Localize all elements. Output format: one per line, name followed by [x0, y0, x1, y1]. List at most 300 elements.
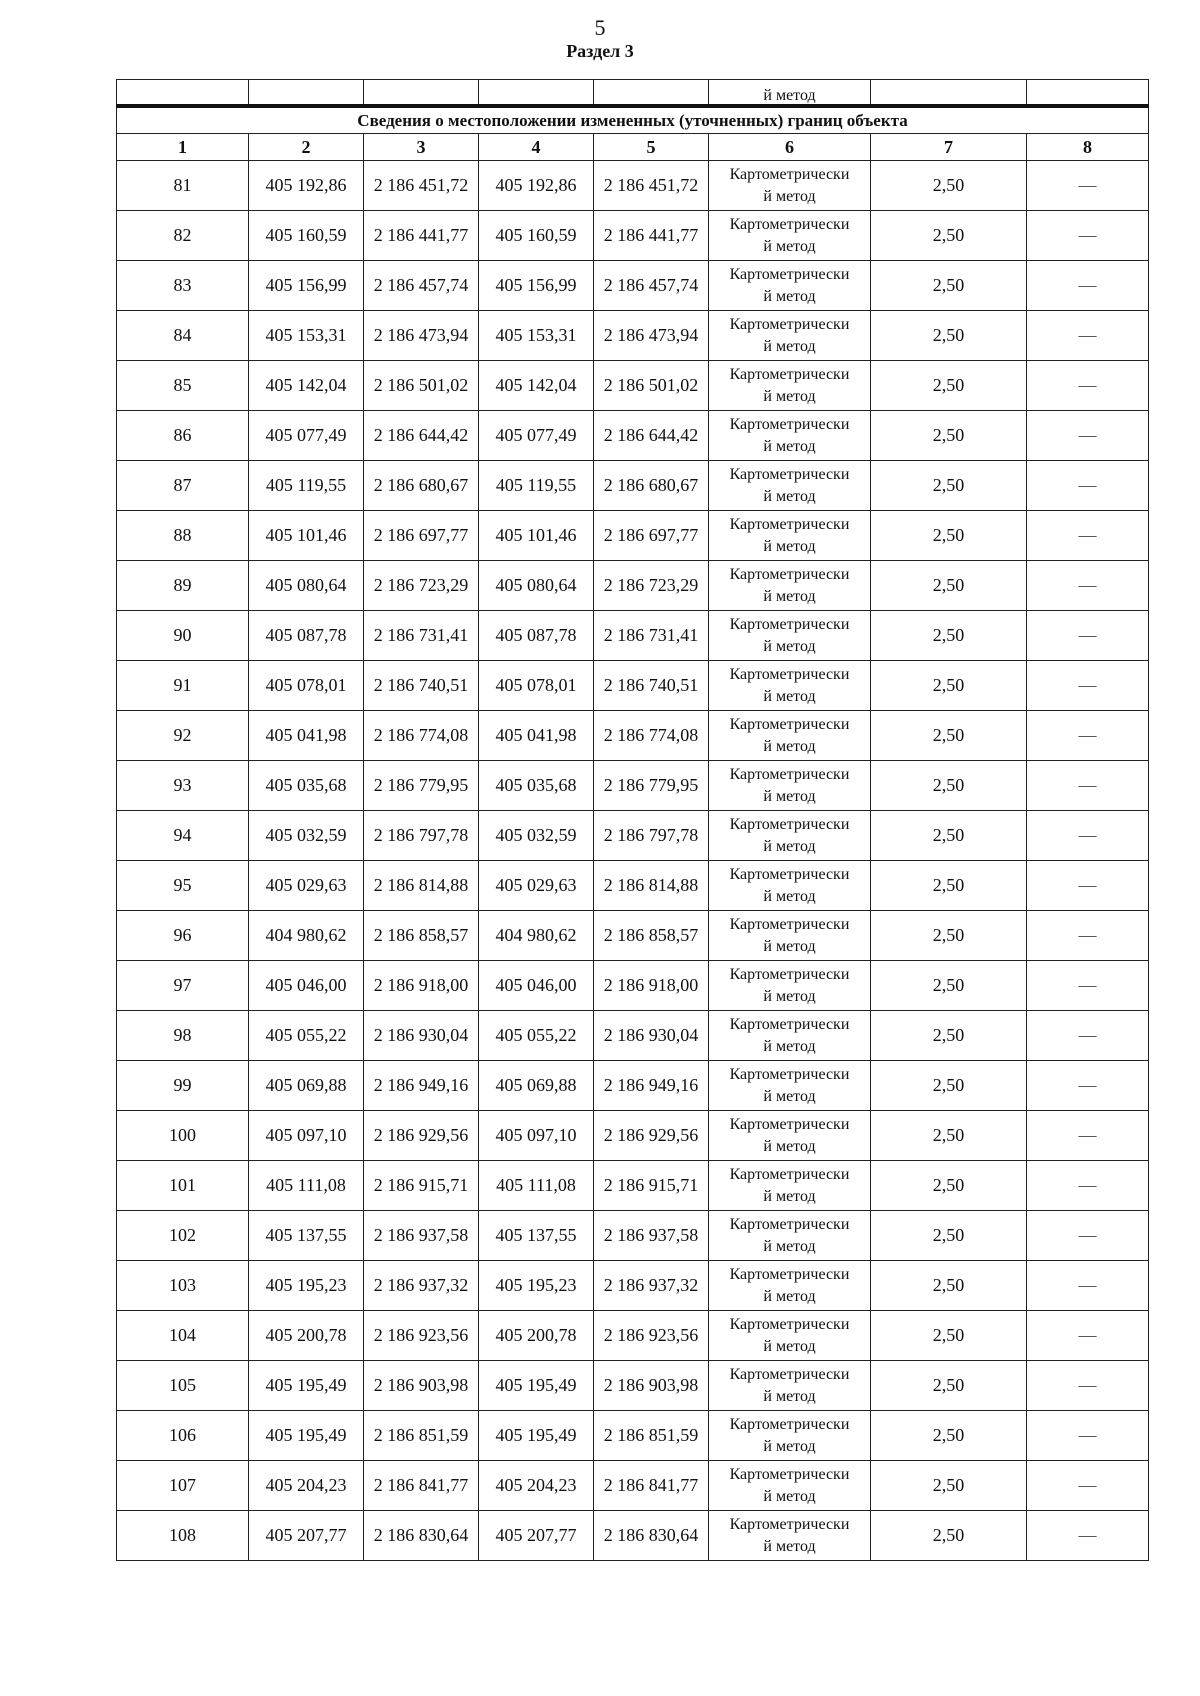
table-row	[117, 1511, 1149, 1561]
method-cell	[709, 411, 871, 461]
method-text: Картометрически	[729, 315, 850, 333]
method-text: Картометрически	[729, 765, 850, 783]
method-text: й метод	[763, 937, 816, 955]
x-new-cell: 405 080,64	[479, 561, 594, 611]
method-cell	[709, 161, 871, 211]
y-old-cell: 2 186 441,77	[364, 211, 479, 261]
x-old-cell: 405 041,98	[249, 711, 364, 761]
x-new-cell: 405 195,49	[479, 1361, 594, 1411]
x-old-cell: 405 078,01	[249, 661, 364, 711]
method-text: й метод	[763, 1537, 816, 1555]
point-number-cell: 101	[117, 1161, 249, 1211]
table-row	[117, 861, 1149, 911]
x-old-cell: 405 069,88	[249, 1061, 364, 1111]
point-number-cell: 104	[117, 1311, 249, 1361]
method-text: Картометрически	[729, 1115, 850, 1133]
accuracy-cell: 2,50	[871, 1011, 1027, 1061]
x-old-cell: 405 087,78	[249, 611, 364, 661]
method-cell	[709, 461, 871, 511]
method-text: Картометрически	[729, 365, 850, 383]
method-text: й метод	[763, 737, 816, 755]
method-text: й метод	[763, 387, 816, 405]
x-new-cell: 405 195,49	[479, 1411, 594, 1461]
method-cell	[709, 711, 871, 761]
point-number-cell: 108	[117, 1511, 249, 1561]
x-old-cell: 404 980,62	[249, 911, 364, 961]
method-text: й метод	[763, 187, 816, 205]
point-number-cell: 90	[117, 611, 249, 661]
y-old-cell: 2 186 731,41	[364, 611, 479, 661]
y-new-cell: 2 186 841,77	[594, 1461, 709, 1511]
accuracy-cell: 2,50	[871, 361, 1027, 411]
note-cell: —	[1027, 1061, 1149, 1111]
accuracy-cell: 2,50	[871, 411, 1027, 461]
column-number: 3	[364, 134, 479, 161]
y-old-cell: 2 186 740,51	[364, 661, 479, 711]
section-title: Раздел 3	[566, 41, 634, 61]
accuracy-cell: 2,50	[871, 1211, 1027, 1261]
x-old-cell: 405 142,04	[249, 361, 364, 411]
note-cell: —	[1027, 1311, 1149, 1361]
table-title: Сведения о местоположении измененных (уточненных) границ объекта	[117, 106, 1149, 134]
point-number-cell: 98	[117, 1011, 249, 1061]
y-new-cell: 2 186 723,29	[594, 561, 709, 611]
method-text: й метод	[763, 487, 816, 505]
column-number-row	[117, 134, 1149, 161]
accuracy-cell: 2,50	[871, 811, 1027, 861]
table-row	[117, 711, 1149, 761]
accuracy-cell: 2,50	[871, 1161, 1027, 1211]
x-new-cell: 405 041,98	[479, 711, 594, 761]
method-cell	[709, 1361, 871, 1411]
accuracy-cell: 2,50	[871, 1511, 1027, 1561]
method-text: Картометрически	[729, 515, 850, 533]
point-number-cell: 107	[117, 1461, 249, 1511]
table-row	[117, 1311, 1149, 1361]
method-text: й метод	[763, 337, 816, 355]
note-cell: —	[1027, 561, 1149, 611]
point-number-cell: 83	[117, 261, 249, 311]
method-cell	[709, 811, 871, 861]
point-number-cell: 81	[117, 161, 249, 211]
accuracy-cell: 2,50	[871, 1261, 1027, 1311]
accuracy-cell: 2,50	[871, 861, 1027, 911]
x-new-cell: 405 077,49	[479, 411, 594, 461]
table-row	[117, 811, 1149, 861]
method-text: й метод	[763, 1137, 816, 1155]
y-old-cell: 2 186 841,77	[364, 1461, 479, 1511]
accuracy-cell: 2,50	[871, 961, 1027, 1011]
table-row	[117, 361, 1149, 411]
point-number-cell: 96	[117, 911, 249, 961]
accuracy-cell: 2,50	[871, 1061, 1027, 1111]
table-title-row	[117, 106, 1149, 134]
x-new-cell: 405 153,31	[479, 311, 594, 361]
accuracy-cell: 2,50	[871, 711, 1027, 761]
method-text: й метод	[763, 637, 816, 655]
method-text: й метод	[763, 987, 816, 1005]
x-old-cell: 405 119,55	[249, 461, 364, 511]
point-number-cell: 102	[117, 1211, 249, 1261]
table-row	[117, 511, 1149, 561]
y-old-cell: 2 186 501,02	[364, 361, 479, 411]
accuracy-cell: 2,50	[871, 911, 1027, 961]
table-row	[117, 1161, 1149, 1211]
method-text: й метод	[763, 837, 816, 855]
method-text: Картометрически	[729, 965, 850, 983]
y-new-cell: 2 186 441,77	[594, 211, 709, 261]
x-new-cell: 405 200,78	[479, 1311, 594, 1361]
method-text: Картометрически	[729, 1415, 850, 1433]
x-old-cell: 405 160,59	[249, 211, 364, 261]
method-cell	[709, 1161, 871, 1211]
table-row	[117, 961, 1149, 1011]
note-cell: —	[1027, 1411, 1149, 1461]
y-new-cell: 2 186 915,71	[594, 1161, 709, 1211]
x-new-cell: 405 087,78	[479, 611, 594, 661]
table-row	[117, 311, 1149, 361]
method-text: й метод	[763, 1187, 816, 1205]
y-new-cell: 2 186 731,41	[594, 611, 709, 661]
x-new-cell: 405 119,55	[479, 461, 594, 511]
note-cell: —	[1027, 1161, 1149, 1211]
point-number-cell: 86	[117, 411, 249, 461]
accuracy-cell: 2,50	[871, 761, 1027, 811]
y-old-cell: 2 186 723,29	[364, 561, 479, 611]
note-cell: —	[1027, 911, 1149, 961]
x-old-cell: 405 097,10	[249, 1111, 364, 1161]
accuracy-cell: 2,50	[871, 561, 1027, 611]
x-old-cell: 405 156,99	[249, 261, 364, 311]
point-number-cell: 93	[117, 761, 249, 811]
table-row	[117, 761, 1149, 811]
point-number-cell: 89	[117, 561, 249, 611]
method-cell	[709, 661, 871, 711]
method-text: Картометрически	[729, 1265, 850, 1283]
method-text: Картометрически	[729, 215, 850, 233]
table-cell	[594, 80, 709, 107]
table-row	[117, 1461, 1149, 1511]
method-text: Картометрически	[729, 915, 850, 933]
point-number-cell: 87	[117, 461, 249, 511]
method-cell	[709, 1211, 871, 1261]
x-new-cell: 405 101,46	[479, 511, 594, 561]
y-old-cell: 2 186 451,72	[364, 161, 479, 211]
note-cell: —	[1027, 261, 1149, 311]
note-cell: —	[1027, 511, 1149, 561]
method-text: й метод	[763, 1487, 816, 1505]
point-number-cell: 94	[117, 811, 249, 861]
accuracy-cell: 2,50	[871, 1311, 1027, 1361]
y-new-cell: 2 186 930,04	[594, 1011, 709, 1061]
y-new-cell: 2 186 697,77	[594, 511, 709, 561]
method-text: й метод	[763, 537, 816, 555]
note-cell: —	[1027, 1011, 1149, 1061]
method-cell	[709, 1261, 871, 1311]
y-new-cell: 2 186 501,02	[594, 361, 709, 411]
point-number-cell: 97	[117, 961, 249, 1011]
x-old-cell: 405 153,31	[249, 311, 364, 361]
point-number-cell: 91	[117, 661, 249, 711]
column-number: 2	[249, 134, 364, 161]
accuracy-cell: 2,50	[871, 261, 1027, 311]
x-new-cell: 405 156,99	[479, 261, 594, 311]
method-cell	[709, 511, 871, 561]
y-old-cell: 2 186 937,58	[364, 1211, 479, 1261]
method-cell	[709, 311, 871, 361]
method-text: Картометрически	[729, 1165, 850, 1183]
method-text: Картометрически	[729, 265, 850, 283]
accuracy-cell: 2,50	[871, 1411, 1027, 1461]
method-text: Картометрически	[729, 865, 850, 883]
y-new-cell: 2 186 918,00	[594, 961, 709, 1011]
method-text: й метод	[763, 287, 816, 305]
y-new-cell: 2 186 937,32	[594, 1261, 709, 1311]
x-old-cell: 405 111,08	[249, 1161, 364, 1211]
y-new-cell: 2 186 949,16	[594, 1061, 709, 1111]
x-new-cell: 405 207,77	[479, 1511, 594, 1561]
y-old-cell: 2 186 814,88	[364, 861, 479, 911]
method-text: й метод	[763, 437, 816, 455]
method-text: Картометрически	[729, 615, 850, 633]
y-new-cell: 2 186 858,57	[594, 911, 709, 961]
x-new-cell: 405 046,00	[479, 961, 594, 1011]
method-text: Картометрически	[729, 665, 850, 683]
y-old-cell: 2 186 851,59	[364, 1411, 479, 1461]
method-tail-cell: й метод	[709, 80, 871, 107]
table-cell	[479, 80, 594, 107]
y-new-cell: 2 186 779,95	[594, 761, 709, 811]
note-cell: —	[1027, 1511, 1149, 1561]
method-cell	[709, 1111, 871, 1161]
method-text: Картометрически	[729, 815, 850, 833]
y-old-cell: 2 186 949,16	[364, 1061, 479, 1111]
x-new-cell: 405 069,88	[479, 1061, 594, 1111]
y-old-cell: 2 186 923,56	[364, 1311, 479, 1361]
note-cell: —	[1027, 461, 1149, 511]
accuracy-cell: 2,50	[871, 461, 1027, 511]
y-old-cell: 2 186 697,77	[364, 511, 479, 561]
y-old-cell: 2 186 830,64	[364, 1511, 479, 1561]
x-new-cell: 405 055,22	[479, 1011, 594, 1061]
method-cell	[709, 1311, 871, 1361]
accuracy-cell: 2,50	[871, 611, 1027, 661]
table-cell	[1027, 80, 1149, 107]
point-number-cell: 99	[117, 1061, 249, 1111]
column-number: 5	[594, 134, 709, 161]
x-old-cell: 405 137,55	[249, 1211, 364, 1261]
method-text: Картометрически	[729, 1465, 850, 1483]
method-cell	[709, 361, 871, 411]
y-new-cell: 2 186 451,72	[594, 161, 709, 211]
note-cell: —	[1027, 611, 1149, 661]
x-new-cell: 405 204,23	[479, 1461, 594, 1511]
x-old-cell: 405 207,77	[249, 1511, 364, 1561]
table-row	[117, 1061, 1149, 1111]
method-cell	[709, 1061, 871, 1111]
y-new-cell: 2 186 937,58	[594, 1211, 709, 1261]
y-new-cell: 2 186 903,98	[594, 1361, 709, 1411]
y-old-cell: 2 186 918,00	[364, 961, 479, 1011]
x-old-cell: 405 192,86	[249, 161, 364, 211]
page-number: 5	[594, 15, 606, 40]
table-cell	[871, 80, 1027, 107]
x-new-cell: 405 097,10	[479, 1111, 594, 1161]
note-cell: —	[1027, 861, 1149, 911]
x-new-cell: 405 035,68	[479, 761, 594, 811]
table-row	[117, 1011, 1149, 1061]
x-new-cell: 405 078,01	[479, 661, 594, 711]
note-cell: —	[1027, 711, 1149, 761]
coordinates-table	[116, 79, 1149, 1561]
y-new-cell: 2 186 680,67	[594, 461, 709, 511]
note-cell: —	[1027, 1461, 1149, 1511]
point-number-cell: 85	[117, 361, 249, 411]
column-number: 6	[709, 134, 871, 161]
y-old-cell: 2 186 929,56	[364, 1111, 479, 1161]
note-cell: —	[1027, 311, 1149, 361]
y-old-cell: 2 186 473,94	[364, 311, 479, 361]
note-cell: —	[1027, 811, 1149, 861]
x-old-cell: 405 195,23	[249, 1261, 364, 1311]
table-row	[117, 611, 1149, 661]
method-text: й метод	[763, 1087, 816, 1105]
y-old-cell: 2 186 858,57	[364, 911, 479, 961]
method-text: й метод	[763, 1387, 816, 1405]
point-number-cell: 82	[117, 211, 249, 261]
x-old-cell: 405 055,22	[249, 1011, 364, 1061]
y-old-cell: 2 186 797,78	[364, 811, 479, 861]
y-old-cell: 2 186 644,42	[364, 411, 479, 461]
x-old-cell: 405 195,49	[249, 1411, 364, 1461]
table-row	[117, 1361, 1149, 1411]
table-row	[117, 411, 1149, 461]
accuracy-cell: 2,50	[871, 511, 1027, 561]
x-old-cell: 405 046,00	[249, 961, 364, 1011]
x-new-cell: 405 137,55	[479, 1211, 594, 1261]
point-number-cell: 84	[117, 311, 249, 361]
method-cell	[709, 1461, 871, 1511]
y-new-cell: 2 186 473,94	[594, 311, 709, 361]
note-cell: —	[1027, 211, 1149, 261]
y-old-cell: 2 186 930,04	[364, 1011, 479, 1061]
column-number: 8	[1027, 134, 1149, 161]
point-number-cell: 105	[117, 1361, 249, 1411]
x-new-cell: 405 160,59	[479, 211, 594, 261]
table-row	[117, 561, 1149, 611]
method-text: Картометрически	[729, 1315, 850, 1333]
method-cell	[709, 911, 871, 961]
x-new-cell: 405 029,63	[479, 861, 594, 911]
x-new-cell: 404 980,62	[479, 911, 594, 961]
table-row	[117, 461, 1149, 511]
table-row	[117, 211, 1149, 261]
point-number-cell: 92	[117, 711, 249, 761]
x-new-cell: 405 111,08	[479, 1161, 594, 1211]
y-old-cell: 2 186 457,74	[364, 261, 479, 311]
note-cell: —	[1027, 1361, 1149, 1411]
method-text: Картометрически	[729, 1215, 850, 1233]
continuation-row	[117, 80, 1149, 107]
point-number-cell: 106	[117, 1411, 249, 1461]
y-new-cell: 2 186 644,42	[594, 411, 709, 461]
note-cell: —	[1027, 1111, 1149, 1161]
accuracy-cell: 2,50	[871, 311, 1027, 361]
y-new-cell: 2 186 797,78	[594, 811, 709, 861]
accuracy-cell: 2,50	[871, 211, 1027, 261]
y-new-cell: 2 186 457,74	[594, 261, 709, 311]
y-new-cell: 2 186 774,08	[594, 711, 709, 761]
y-old-cell: 2 186 774,08	[364, 711, 479, 761]
method-cell	[709, 261, 871, 311]
x-old-cell: 405 032,59	[249, 811, 364, 861]
method-text: й метод	[763, 687, 816, 705]
method-text: Картометрически	[729, 565, 850, 583]
point-number-cell: 88	[117, 511, 249, 561]
note-cell: —	[1027, 961, 1149, 1011]
method-text: й метод	[763, 1437, 816, 1455]
x-new-cell: 405 032,59	[479, 811, 594, 861]
table-row	[117, 261, 1149, 311]
note-cell: —	[1027, 361, 1149, 411]
method-text: й метод	[763, 1287, 816, 1305]
method-cell	[709, 561, 871, 611]
point-number-cell: 100	[117, 1111, 249, 1161]
y-new-cell: 2 186 929,56	[594, 1111, 709, 1161]
method-cell	[709, 961, 871, 1011]
column-number: 7	[871, 134, 1027, 161]
y-old-cell: 2 186 937,32	[364, 1261, 479, 1311]
x-old-cell: 405 077,49	[249, 411, 364, 461]
x-old-cell: 405 195,49	[249, 1361, 364, 1411]
table-cell	[364, 80, 479, 107]
method-cell	[709, 1511, 871, 1561]
y-old-cell: 2 186 903,98	[364, 1361, 479, 1411]
note-cell: —	[1027, 161, 1149, 211]
note-cell: —	[1027, 411, 1149, 461]
table-row	[117, 1211, 1149, 1261]
table-row	[117, 161, 1149, 211]
method-text: Картометрически	[729, 1065, 850, 1083]
table-row	[117, 661, 1149, 711]
point-number-cell: 95	[117, 861, 249, 911]
method-cell	[709, 761, 871, 811]
note-cell: —	[1027, 761, 1149, 811]
method-cell	[709, 611, 871, 661]
note-cell: —	[1027, 661, 1149, 711]
method-text: Картометрически	[729, 465, 850, 483]
y-new-cell: 2 186 814,88	[594, 861, 709, 911]
accuracy-cell: 2,50	[871, 161, 1027, 211]
table-row	[117, 1261, 1149, 1311]
x-old-cell: 405 204,23	[249, 1461, 364, 1511]
y-old-cell: 2 186 915,71	[364, 1161, 479, 1211]
x-old-cell: 405 101,46	[249, 511, 364, 561]
method-text: Картометрически	[729, 1515, 850, 1533]
x-old-cell: 405 029,63	[249, 861, 364, 911]
method-text: й метод	[763, 887, 816, 905]
accuracy-cell: 2,50	[871, 1111, 1027, 1161]
table-cell	[117, 80, 249, 107]
x-old-cell: 405 080,64	[249, 561, 364, 611]
accuracy-cell: 2,50	[871, 661, 1027, 711]
method-text: й метод	[763, 787, 816, 805]
y-new-cell: 2 186 851,59	[594, 1411, 709, 1461]
x-new-cell: 405 142,04	[479, 361, 594, 411]
x-new-cell: 405 192,86	[479, 161, 594, 211]
method-text: Картометрически	[729, 715, 850, 733]
accuracy-cell: 2,50	[871, 1361, 1027, 1411]
